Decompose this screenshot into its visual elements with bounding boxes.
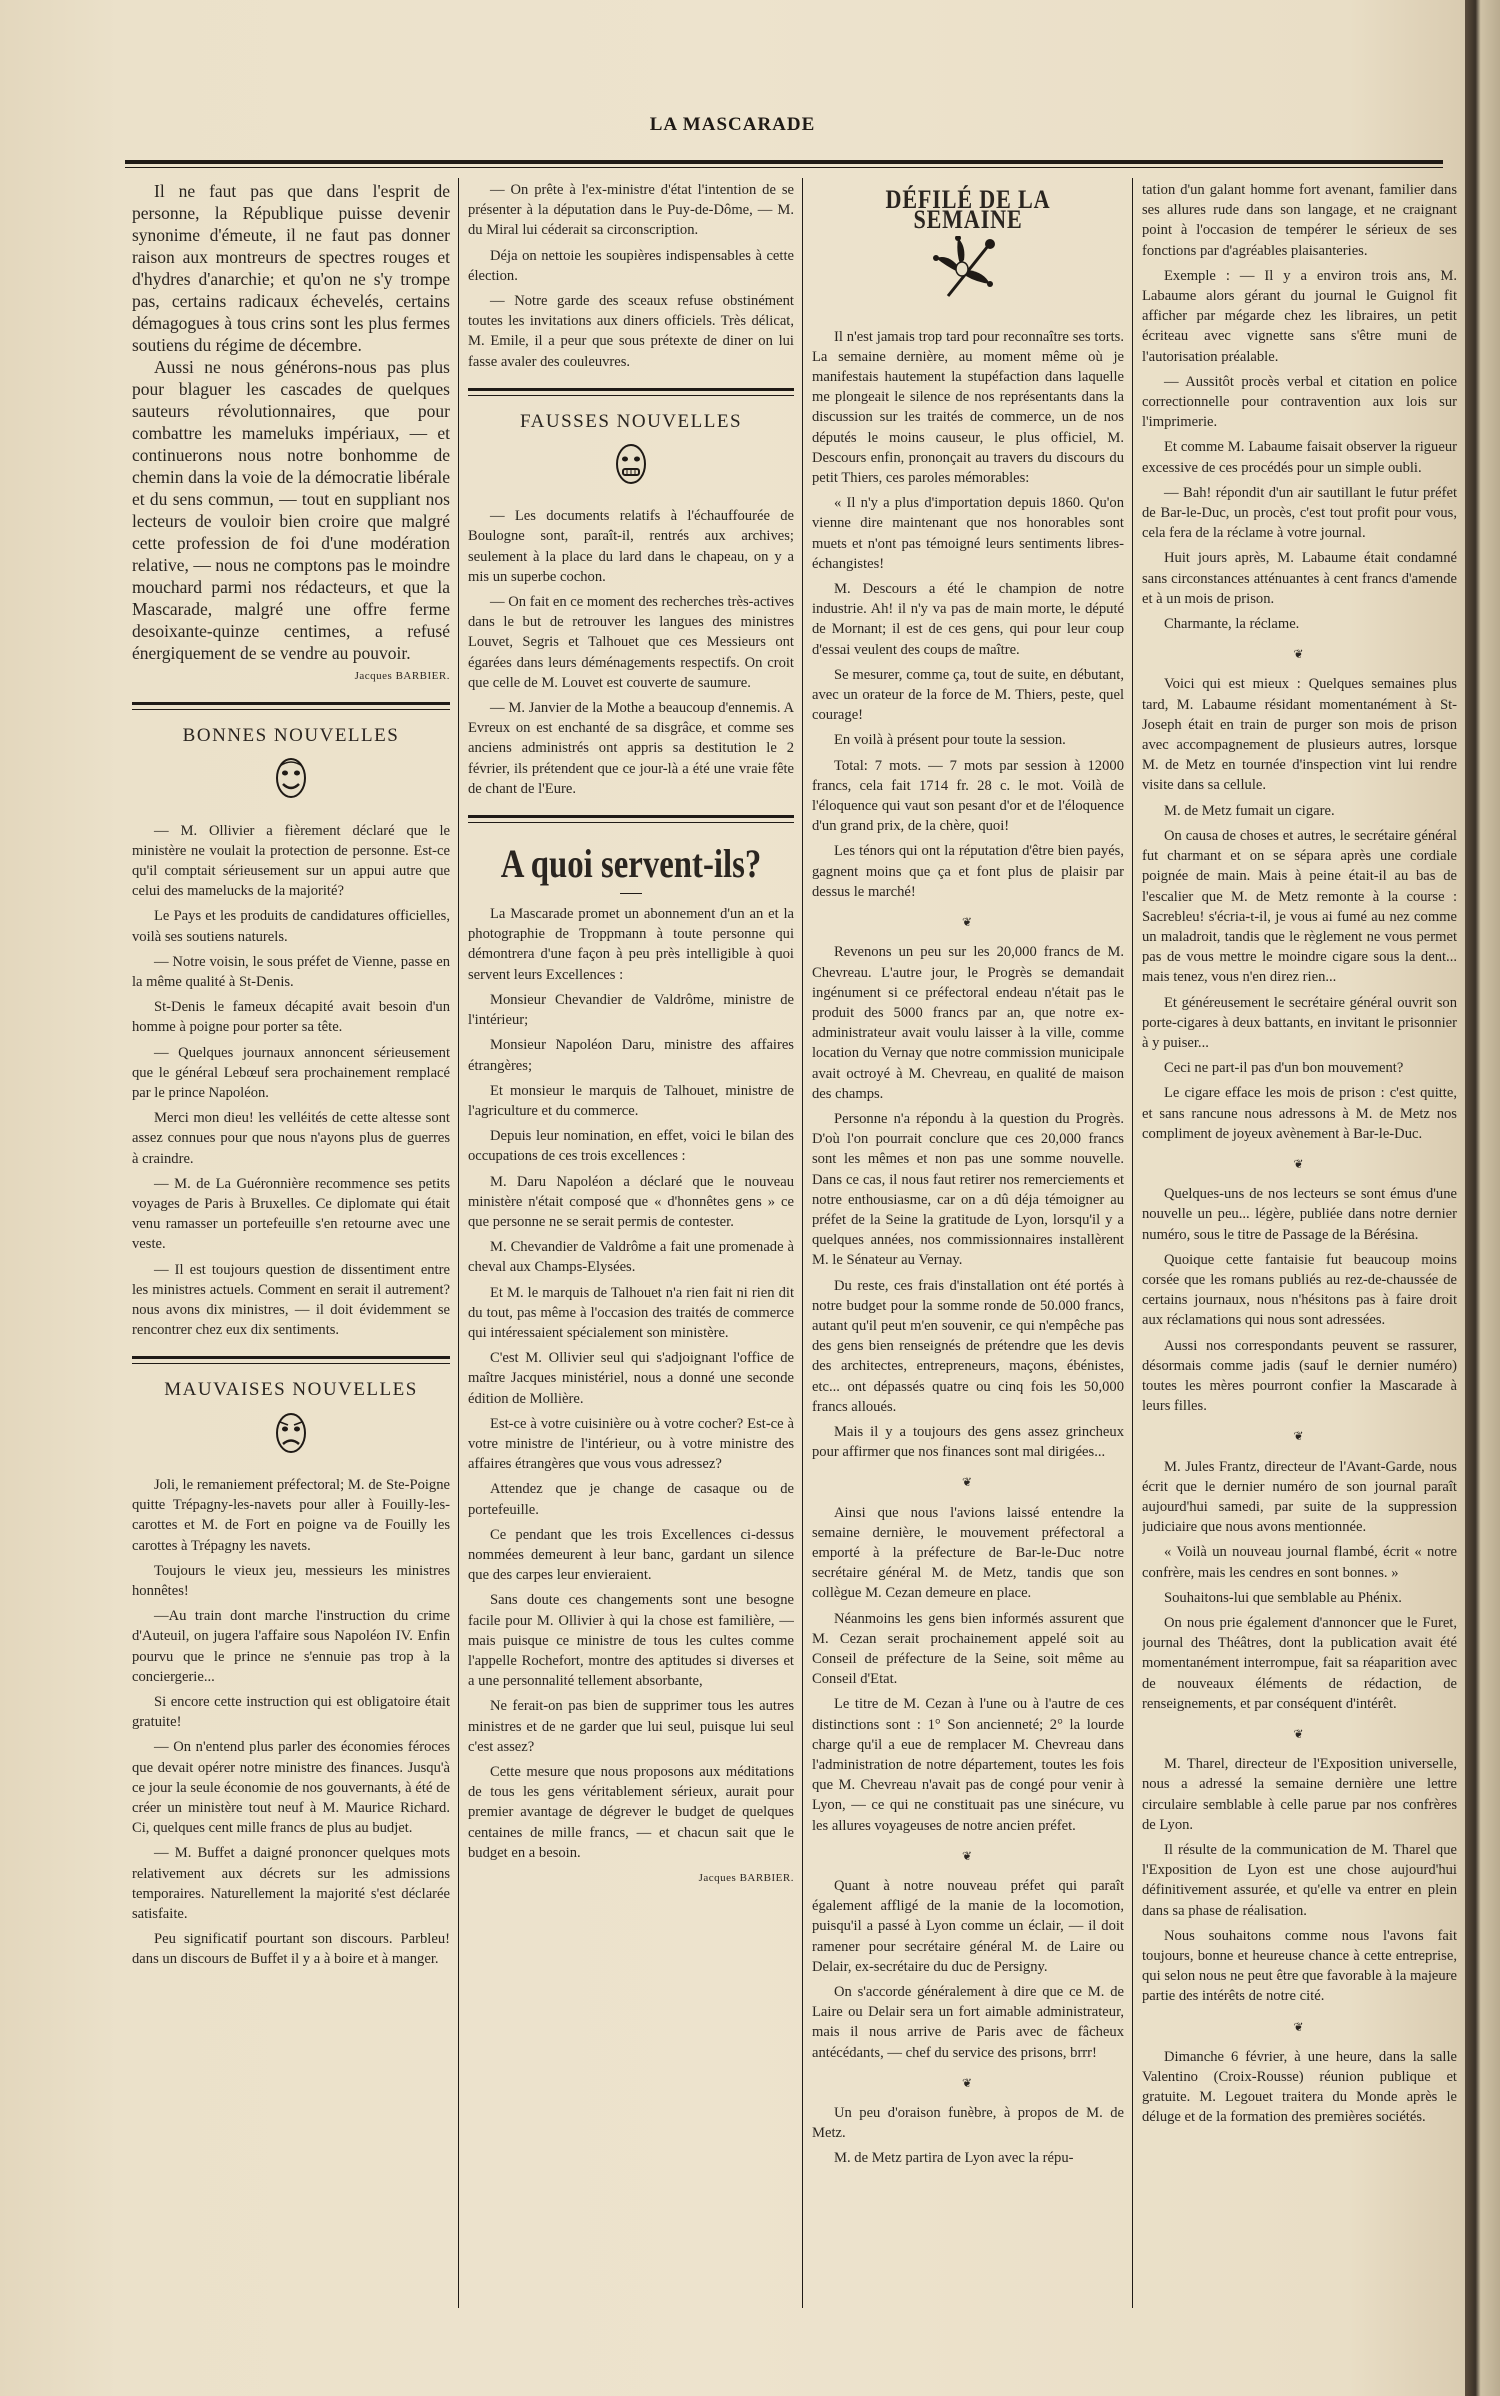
ornament-divider: ❦: [961, 915, 975, 930]
section-title-mauvaises-nouvelles: MAUVAISES NOUVELLES: [164, 1379, 418, 1401]
news-item: — M. de La Guéronnière recommence ses petits voyages de Paris à Bruxelles. Ce diplomate qui était venu ramasser un portefeuille s'en retourne avec une veste.: [132, 1175, 450, 1253]
news-item: — M. Ollivier a fièrement déclaré que le ministère ne voulait la protection de personne. Est-ce qu'il comptait sérieusement sur un appui autre que celui des mamelucks de la majorité?: [132, 822, 450, 900]
signature: Jacques BARBIER.: [354, 670, 450, 682]
article-paragraph: Il résulte de la communication de M. Tharel que l'Exposition de Lyon est une chose aujourd'hui définitivement assurée, et qu'elle va entrer en plein dans sa phase de réalisation.: [1142, 1842, 1457, 1919]
laughing-mask-icon: [132, 756, 450, 806]
sad-mask-icon: [132, 1411, 450, 1461]
article-paragraph: Il n'est jamais trop tard pour reconnaître ses torts. La semaine dernière, au moment même où je manifestais hautement la stupéfaction dans laquelle me plongeait le silence de nos représentants dans la discussion sur les traités de commerce, un de nos députés le moins causeur, le plus officiel, M. Descours enfin, prononçait au travers du discours du petit Thiers, ces paroles mémorables:: [812, 328, 1124, 487]
section-separator: [132, 1356, 450, 1364]
section-title-a-quoi-servent-ils: A quoi servent-ils?: [500, 841, 762, 887]
article-paragraph: Ne ferait-on pas bien de supprimer tous les autres ministres et de ne garder que lui seul, puisque lui seul c'est assez?: [468, 1698, 794, 1755]
article-paragraph: Total: 7 mots. — 7 mots par session à 12000 francs, cela fait 1714 fr. 28 c. le mot. Voilà de l'éloquence qui vaut son pesant d'or et de l'éloquence d'un grand prix, de la chère, quoi!: [812, 757, 1124, 835]
news-item: St-Denis le fameux décapité avait besoin d'un homme à poigne pour porter sa tête.: [132, 999, 450, 1036]
article-paragraph: Aussi nos correspondants peuvent se rassurer, désormais comme jadis (sauf le dernier numéro) toutes les mères pourront confier la Mascarade à leurs filles.: [1142, 1337, 1457, 1415]
ornament-divider: ❦: [961, 1848, 975, 1863]
adjacent-page-edge: [1465, 0, 1500, 2396]
article-paragraph: On nous prie également d'annoncer que le Furet, journal des Théâtres, dont la publication avait été momentanément interrompue, fait sa réaparition avec de nouveaux éléments de rédaction, de renseignements, et par conséquent d'intérêt.: [1142, 1615, 1457, 1712]
news-item: Merci mon dieu! les velléités de cette altesse sont assez connues pour que nous n'ayons plus de guerres à craindre.: [132, 1110, 450, 1167]
article-paragraph: Personne n'a répondu à la question du Progrès. D'où l'on pourrait conclure que ces 20,000 francs sont les mêmes et non pas une somme nouvelle. Dans ce cas, il nous faut retirer nos remerciements et notre enthousiasme, car on a dû déja témoigner au préfet de la Seine la gratitude de Lyon, lorsqu'il y a quelques années, nos commissionnaires installèrent M. le Sénateur au Vernay.: [812, 1110, 1124, 1269]
news-item: — Les documents relatifs à l'échauffourée de Boulogne sont, paraît-il, rentrés aux archives; seulement à la place du lard dans le chapeau, on y a mis un superbe cochon.: [468, 508, 794, 585]
article-paragraph: En voilà à présent pour toute la session.: [834, 732, 1066, 749]
news-item: — M. Buffet a daigné prononcer quelques mots relativement aux décrets sur les admissions temporaires. Naturellement la majorité s'est déclarée satisfaite.: [132, 1845, 450, 1922]
intro-paragraph: Aussi ne nous générons-nous pas plus pour blaguer les cascades de quelques sauteurs révolutionnaires, que pour combattre les mameluks impériaux, — et continuerons nous notre bonhomme de chemin dans la voie de la démocratie libérale et du sens commun, — tout en suppliant nos lecteurs de vouloir bien croire que malgré cette profession de foi d'une modération relative, — nous ne comptons pas le moindre mouchard parmi nos rédacteurs, et que la Mascarade, malgré une offre ferme desoixante-quinze centimes, a refusé énergiquement de se vendre au pouvoir.: [132, 357, 450, 663]
article-paragraph: Se mesurer, comme ça, tout de suite, en débutant, avec un orateur de la force de M. Thiers, peste, quel courage!: [812, 666, 1124, 724]
article-paragraph: Le cigare efface les mois de prison : c'est quitte, et sans rancune nous adressons à M. de Metz nos compliment de joyeux avènement à Bar-le-Duc.: [1142, 1085, 1457, 1142]
article-paragraph: Et comme M. Labaume faisait observer la rigueur excessive de ces procédés pour un simple oubli.: [1142, 439, 1457, 476]
article-paragraph: Ainsi que nous l'avions laissé entendre la semaine dernière, le mouvement préfectoral a emporté à la préfecture de Bar-le-Duc notre secrétaire général M. de Metz, tandis que son collègue M. Cezan demeure en place.: [812, 1504, 1124, 1602]
section-title-fausses-nouvelles: FAUSSES NOUVELLES: [519, 410, 743, 432]
article-paragraph: Quoique cette fantaisie fut beaucoup moins corsée que les romans publiés au rez-de-chaussée de certains journaux, nous n'hésitons pas à faire droit aux réclamations qui nous sont adressées.: [1142, 1251, 1457, 1329]
news-item: —Au train dont marche l'instruction du crime d'Auteuil, on jugera l'affaire sous Napoléon IV. Enfin pourvu que le prince ne s'ennuie pas trop à la conciergerie...: [132, 1608, 450, 1685]
column-divider-2: [802, 178, 803, 2308]
news-item: — M. Janvier de la Mothe a beaucoup d'ennemis. A Evreux on est enchanté de sa disgrâce, et comme ses anciens administrés ont appris sa destitution le 2 février, ils prétendent que ce jour-là a été une vraie fête de chant de l'Eure.: [468, 700, 794, 797]
section-title-defile-de-la-semaine: DÉFILÉ DE LA SEMAINE: [885, 185, 1051, 235]
article-paragraph: — Aussitôt procès verbal et citation en police correctionnelle pour contravention aux lois sur l'imprimerie.: [1142, 373, 1457, 431]
article-paragraph: tation d'un galant homme fort avenant, familier dans ses allures rude dans son langage, et ne craignant point à l'occasion de tempérer le sérieux de ses fonctions par d'agréables plaisanteries.: [1142, 182, 1457, 259]
article-paragraph: Charmante, la réclame.: [1164, 616, 1300, 633]
article-paragraph: On s'accorde généralement à dire que ce M. de Laire ou Delair sera un fort aimable administrateur, mais il nous arrive de Paris avec de fâcheux antécédants, — chef du service des prisons, brrr!: [812, 1984, 1124, 2061]
article-paragraph: Monsieur Chevandier de Valdrôme, ministre de l'intérieur;: [468, 991, 794, 1029]
news-item: — On fait en ce moment des recherches très-actives dans le but de retrouver les langues des ministres Louvet, Segris et Talhouet que ces Messieurs ont égarées dans leurs déménagements respectifs. On croit que celle de M. Louvet est couverte de saumure.: [468, 594, 794, 691]
news-item: Déja on nettoie les soupières indispensables à cette élection.: [468, 247, 794, 284]
ornament-divider: ❦: [1293, 647, 1306, 662]
article-paragraph: Mais il y a toujours des gens assez grincheux pour affirmer que nos finances sont mal dirigées...: [812, 1423, 1124, 1461]
news-item: — Il est toujours question de dissentiment entre les ministres actuels. Comment en serait il autrement? nous avons dix ministres, — il doit évidemment se rencontrer chez eux dix sentiments.: [132, 1261, 450, 1339]
column-2: [468, 180, 794, 2310]
jester-bauble-icon: [812, 236, 1124, 312]
column-divider-3: [1132, 178, 1133, 2308]
article-paragraph: On causa de choses et autres, le secrétaire général fut charmant et on se sépara après une cordiale poignée de main. Mais à peine était-il au bas de l'escalier que M. de Metz remonte à la course : Sacrebleu! s'écria-t-il, je vous ai fumé au nez comme un maladroit, tandis que le règlement ne vous permet pas de vous mettre le moindre cigare sous la dent... mais tenez, vous n'en direz rien...: [1142, 827, 1457, 986]
masthead-rule-thick: [125, 160, 1443, 164]
article-paragraph: Dimanche 6 février, à une heure, dans la salle Valentino (Croix-Rousse) réunion publique et gratuite. M. Legouet traitera du Monde après le déluge et de la formation des premières sociétés.: [1142, 2048, 1457, 2126]
news-item: Le Pays et les produits de candidatures officielles, voilà ses soutiens naturels.: [132, 908, 450, 945]
article-paragraph: Un peu d'oraison funèbre, à propos de M. de Metz.: [812, 2105, 1124, 2142]
masthead-rule-thin: [125, 167, 1443, 168]
column-3: [812, 180, 1124, 2310]
column-4: [1142, 180, 1457, 2310]
article-paragraph: Les ténors qui ont la réputation d'être bien payés, gagnent moins que ça et font plus de plaisir par dessus le marché!: [812, 843, 1124, 900]
article-paragraph: « Voilà un nouveau journal flambé, écrit « notre confrère, mais les cendres en sont bonnes. »: [1142, 1544, 1457, 1581]
news-item: Joli, le remaniement préfectoral; M. de Ste-Poigne quitte Trépagny-les-navets pour aller à Fouilly-les-carottes et M. de Fort en poigne va de Fouilly les carottes à Trépagny les navets.: [132, 1476, 450, 1554]
ornament-divider: ❦: [1293, 1727, 1306, 1742]
article-paragraph: Néanmoins les gens bien informés assurent que M. Cezan serait prochainement appelé soit au Conseil de préfecture de la Seine, soit même au Conseil d'Etat.: [812, 1610, 1124, 1688]
article-paragraph: M. Tharel, directeur de l'Exposition universelle, nous a adressé la semaine dernière une lettre circulaire semblable à celle parue par nos confrères de Lyon.: [1142, 1756, 1457, 1833]
article-paragraph: Ce pendant que les trois Excellences ci-dessus nommées demeurent à leur banc, gardant un silence que des carpes leur envieraient.: [468, 1526, 794, 1584]
section-title-bonnes-nouvelles: BONNES NOUVELLES: [182, 725, 400, 747]
article-paragraph: — Bah! répondit d'un air sautillant le futur préfet de Bar-le-Duc, un procès, c'est tout profit pour vous, cela fera de la réclame à votre journal.: [1142, 484, 1457, 542]
ornament-divider: ❦: [1293, 1156, 1306, 1171]
section-separator: [468, 815, 794, 823]
article-paragraph: M. de Metz partira de Lyon avec la répu-: [834, 2150, 1074, 2167]
article-paragraph: C'est M. Ollivier seul qui s'adjoignant l'office de maître Jacques ministériel, nous a donné une seconde édition de Mollière.: [468, 1350, 794, 1407]
section-separator: [468, 388, 794, 396]
article-paragraph: Et monsieur le marquis de Talhouet, ministre de l'agriculture et du commerce.: [468, 1082, 794, 1119]
article-paragraph: Souhaitons-lui que semblable au Phénix.: [1164, 1589, 1402, 1606]
news-item: — On prête à l'ex-ministre d'état l'intention de se présenter à la députation dans le Puy-de-Dôme, — M. du Miral lui céderait sa circonscription.: [468, 182, 794, 239]
article-paragraph: Depuis leur nomination, en effet, voici le bilan des occupations de ces trois excellences :: [468, 1128, 794, 1165]
title-dash: [620, 893, 642, 894]
signature: Jacques BARBIER.: [698, 1872, 794, 1885]
ornament-divider: ❦: [1293, 1429, 1306, 1444]
article-paragraph: Voici qui est mieux : Quelques semaines plus tard, M. Labaume résidant momentanément à St-Joseph était en train de purger son mois de prison avec accompagnement de plusieurs autres, lorsque M. de Metz en tournée d'inspection vint lui rendre visite dans sa cellule.: [1142, 676, 1457, 794]
article-paragraph: « Il n'y a plus d'importation depuis 1860. Qu'on vienne dire maintenant que nos honorables sont muets et n'ont pas témoigné leurs sentiments libres-échangistes!: [812, 495, 1124, 572]
article-paragraph: Quelques-uns de nos lecteurs se sont émus d'une nouvelle un peu... légère, publiée dans notre dernier numéro, sous le titre de Passage de la Bérésina.: [1142, 1186, 1457, 1243]
intro-paragraph: Il ne faut pas que dans l'esprit de personne, la République puisse devenir synonime d'émeute, il ne faut pas donner raison aux montreurs de spectres rouges et d'hydres d'anarchie; et qu'on ne s'y trompe pas, certains radicaux échevelés, certains démagogues à tous crins sont les plus fermes soutiens du régime de décembre.: [132, 181, 450, 355]
column-1: [132, 180, 450, 2310]
article-paragraph: Le titre de M. Cezan à l'une ou à l'autre de ces distinctions sont : 1° Son ancienneté; 2° la lourde charge qu'il a eue de remplacer M. Chevreau dans l'administration de notre département, toutes les fois que M. Chevreau n'avait pas de congé pour venir à Lyon, — ce qui ne constituait pas une sinécure, vu les allures voyageuses de notre ancien préfet.: [812, 1696, 1124, 1834]
ornament-divider: ❦: [961, 2075, 975, 2090]
article-paragraph: M. Daru Napoléon a déclaré que le nouveau ministère n'était composé que « d'honnêtes gens » ce que personne ne se serait permis de contester.: [468, 1173, 794, 1230]
article-paragraph: Sans doute ces changements sont une besogne facile pour M. Ollivier à qui la chose est familière, — mais puisque ce ministre de tous les cultes comme l'appelle Rochefort, montre des aptitudes si diverses et a une personnalité tellement absorbante,: [468, 1592, 794, 1690]
news-item: — Notre voisin, le sous préfet de Vienne, passe en la même qualité à St-Denis.: [132, 953, 450, 991]
news-item: — Notre garde des sceaux refuse obstinément toutes les invitations aux diners officiels. Très délicat, M. Emile, il a peur que sous prétexte de diner on lui fasse avaler des couleuvres.: [468, 293, 794, 370]
article-paragraph: La Mascarade promet un abonnement d'un an et la photographie de Troppmann à toute personne qui démontrera d'une façon à peu près intelligible à quoi servent leurs Excellences :: [468, 906, 794, 983]
section-separator: [132, 702, 450, 710]
article-paragraph: Quant à notre nouveau préfet qui paraît également affligé de la manie de la locomotion, puisqu'il a passé à Lyon comme un éclair, — il doit ramener pour secrétaire général M. de Laire ou Delair, ex-secrétaire du duc de Persigny.: [812, 1878, 1124, 1975]
masthead: LA MASCARADE: [649, 114, 816, 135]
news-item: — On n'entend plus parler des économies féroces que devait opérer notre ministre des finances. Jusqu'à ce jour la seule économie de nos gouvernants, à été de créer un ministère tout neuf à M. Maurice Richard. Ci, quelques cent mille francs de plus au budjet.: [132, 1739, 450, 1837]
article-paragraph: Du reste, ces frais d'installation ont été portés à notre budget pour la somme ronde de 50.000 francs, autant qu'il peut m'en souvenir, ce qui n'empêche pas des gens bien renseignés de prétendre que les devis des architectes, entrepreneurs, maçons, ébénistes, etc... ont dépassés quatre ou cinq fois les 50,000 francs alloués.: [812, 1277, 1124, 1415]
news-item: Si encore cette instruction qui est obligatoire était gratuite!: [132, 1693, 450, 1731]
ornament-divider: ❦: [1293, 2019, 1306, 2034]
article-paragraph: M. Jules Frantz, directeur de l'Avant-Garde, nous écrit que le dernier numéro de son journal paraît aujourd'hui samedi, par suite de la suppression judiciaire que nous avons mentionnée.: [1142, 1458, 1457, 1536]
news-item: Peu significatif pourtant son discours. Parbleu! dans un discours de Buffet il y a à boire et à manger.: [132, 1931, 450, 1968]
article-paragraph: Et généreusement le secrétaire général ouvrit son porte-cigares à deux battants, en invitant le prisonnier à y puiser...: [1142, 994, 1457, 1051]
article-paragraph: Ceci ne part-il pas d'un bon mouvement?: [1164, 1060, 1404, 1077]
article-paragraph: M. Descours a été le champion de notre industrie. Ah! il n'y va pas de main morte, le député de Mornant; il est de ces gens, qui pour leur coup d'essai veulent des coups de maître.: [812, 581, 1124, 658]
article-paragraph: Attendez que je change de casaque ou de portefeuille.: [468, 1481, 794, 1518]
article-paragraph: Est-ce à votre cuisinière ou à votre cocher? Est-ce à votre ministre de l'intérieur, ou à votre ministre des affaires étrangères que vous vous adressez?: [468, 1415, 794, 1473]
article-paragraph: Et M. le marquis de Talhouet n'a rien fait ni rien dit du tout, pas même à l'occasion des traités de commerce qui intéressaient spécialement son ministère.: [468, 1284, 794, 1341]
grinning-mask-icon: [468, 442, 794, 492]
ornament-divider: ❦: [961, 1475, 975, 1490]
article-paragraph: Huit jours après, M. Labaume était condamné sans circonstances atténuantes à cent francs d'amende et à un mois de prison.: [1142, 550, 1457, 607]
article-paragraph: Exemple : — Il y a environ trois ans, M. Labaume alors gérant du journal le Guignol fit afficher par mégarde chez les libraires, un petit écriteau avec vignette sans s'être muni de l'autorisation préalable.: [1142, 267, 1457, 365]
column-divider-1: [458, 178, 459, 2308]
article-paragraph: Revenons un peu sur les 20,000 francs de M. Chevreau. L'autre jour, le Progrès se demandait ingénument si ce préfectoral endeau n'était pas le produit des 5000 francs par an, que notre ex-administrateur avait voulu laisser à la ville, comme location du Vernay que notre commission municipale avait octroyé à M. Chevreau, en qualité de maison des champs.: [812, 944, 1124, 1102]
news-item: — Quelques journaux annoncent sérieusement que le général Lebœuf sera prochainement remplacé par le prince Napoléon.: [132, 1044, 450, 1102]
article-paragraph: M. de Metz fumait un cigare.: [1164, 802, 1335, 819]
article-paragraph: Monsieur Napoléon Daru, ministre des affaires étrangères;: [468, 1037, 794, 1074]
article-paragraph: Nous souhaitons comme nous l'avons fait toujours, bonne et heureuse chance à cette entreprise, qui selon nous ne peut être que favorable à la majeure partie des intérêts de notre cité.: [1142, 1927, 1457, 2005]
article-paragraph: Cette mesure que nous proposons aux méditations de tous les gens véritablement sérieux, aurait pour premier avantage de dégrever le budget de quelques centaines de mille francs, — et chacun sait que le budget en a besoin.: [468, 1764, 794, 1861]
article-paragraph: M. Chevandier de Valdrôme a fait une promenade à cheval aux Champs-Elysées.: [468, 1239, 794, 1276]
news-item: Toujours le vieux jeu, messieurs les ministres honnêtes!: [132, 1562, 450, 1599]
